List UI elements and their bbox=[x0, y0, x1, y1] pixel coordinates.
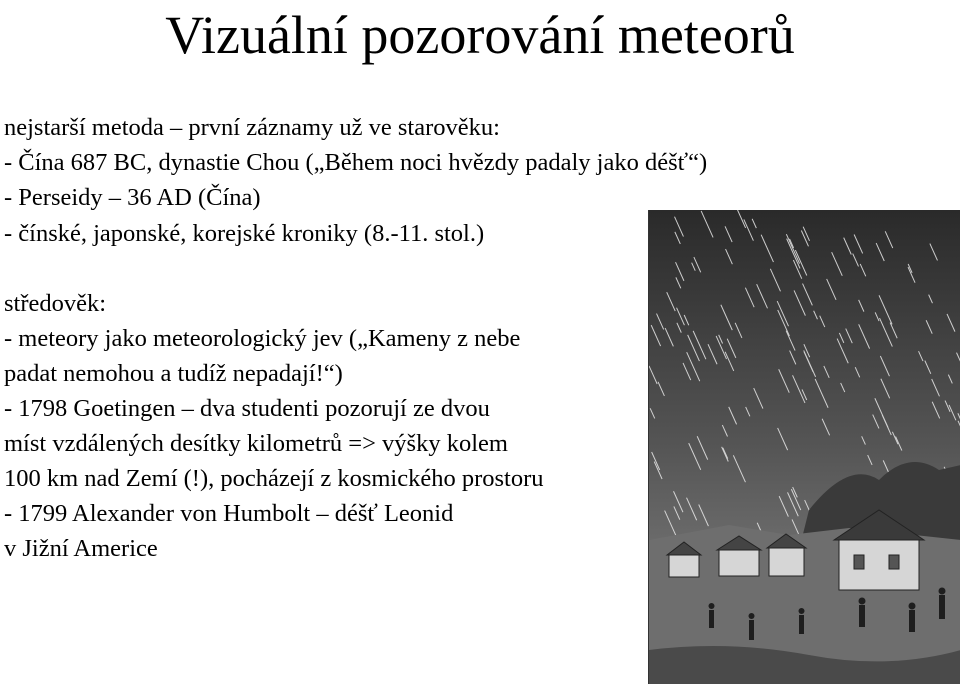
list-item-humboldt: - 1799 Alexander von Humbolt – déšť Leonid bbox=[4, 500, 454, 527]
list-item-chronicles: - čínské, japonské, korejské kroniky (8.-11. stol.) bbox=[4, 220, 485, 247]
slide-title: Vizuální pozorování meteorů bbox=[165, 5, 795, 65]
list-item-goetingen-cont: míst vzdálených desítky kilometrů => výšky kolem bbox=[4, 430, 508, 457]
list-item-meteorological: - meteory jako meteorologický jev („Kameny z nebe bbox=[4, 325, 521, 352]
list-item-goetingen-cont2: 100 km nad Zemí (!), pocházejí z kosmického prostoru bbox=[4, 465, 544, 492]
list-item-china: - Čína 687 BC, dynastie Chou („Během noci hvězdy padaly jako déšť“) bbox=[4, 149, 708, 176]
meteor-shower-illustration bbox=[649, 210, 960, 684]
list-item-goetingen: - 1798 Goetingen – dva studenti pozorují ze dvou bbox=[4, 395, 490, 422]
list-item-humboldt-cont: v Jižní Americe bbox=[4, 535, 158, 562]
list-item-perseids: - Perseidy – 36 AD (Čína) bbox=[4, 184, 261, 211]
section-heading-middle-ages: středověk: bbox=[4, 290, 107, 317]
intro-line: nejstarší metoda – první záznamy už ve starověku: bbox=[4, 114, 500, 141]
list-item-meteorological-cont: padat nemohou a tudíž nepadají!“) bbox=[4, 360, 343, 387]
meteor-shower-engraving bbox=[648, 210, 960, 684]
